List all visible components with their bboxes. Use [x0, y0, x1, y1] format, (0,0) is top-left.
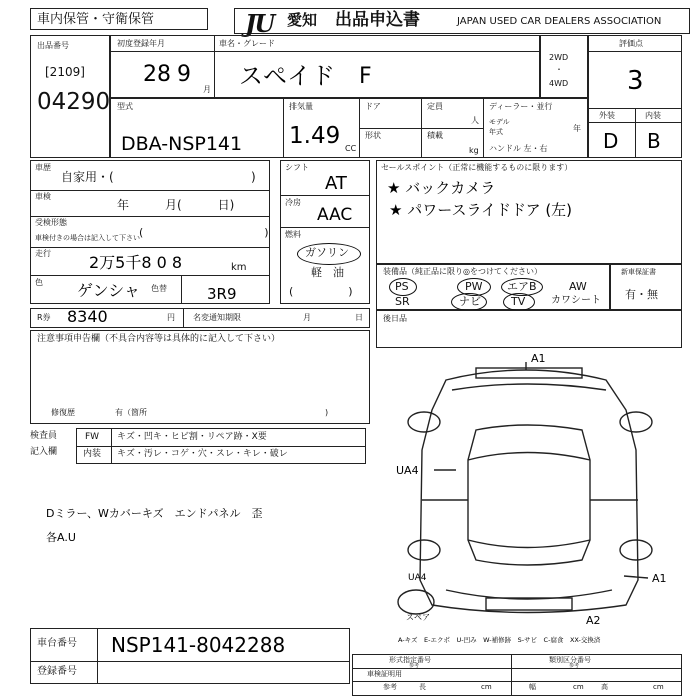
equipment-item-navi: ナビ [459, 295, 481, 308]
color-label: 色 [35, 278, 43, 287]
inspector-note-line1: Dミラー、Wカバーキズ エンドパネル 歪 [46, 507, 263, 520]
inspector-row2-code: 内装 [83, 449, 102, 459]
color-value: ゲンシャ [77, 281, 140, 300]
shift-label: シフト [285, 163, 309, 172]
lot-bracket-code: [2109] [45, 65, 85, 79]
model-year-unit: 年 [573, 124, 581, 133]
model-grade: F [359, 64, 372, 89]
damage-mark-a1-top: A1 [531, 352, 546, 365]
repair-label: 修復歴 [51, 408, 75, 417]
type-box [110, 98, 588, 158]
type-value: DBA-NSP141 [121, 133, 243, 155]
new-manual-box [610, 264, 682, 310]
ac-value: AAC [317, 205, 353, 225]
first-reg-month: 9 [177, 62, 191, 87]
wheel-front-left [408, 412, 440, 432]
score-value: 3 [627, 66, 644, 96]
receipt-label: 受検形態 [35, 218, 67, 227]
history-box [30, 160, 270, 304]
lot-label: 出品番号 [37, 41, 69, 50]
equipment-circle-tv [503, 293, 535, 311]
displacement-unit: CC [345, 144, 357, 153]
load-unit: kg [469, 146, 479, 155]
selling-point-2: ★ パワースライドドア (左) [389, 201, 573, 219]
ac-label: 冷房 [285, 198, 301, 207]
rear-window-line [468, 540, 590, 548]
car-body-outline [420, 370, 638, 613]
car-damage-diagram [376, 350, 682, 645]
handle-label: ハンドル 左・右 [489, 144, 548, 153]
notice-label: 名変通知期限 [193, 313, 241, 322]
logo-place: 愛知 [287, 11, 318, 29]
registration-box [110, 35, 540, 98]
damage-mark-ua4-left: UA4 [396, 464, 419, 477]
inspector-label-1: 検査員 [30, 431, 58, 441]
first-reg-year: 28 [143, 62, 171, 87]
inspector-row1-code: FW [85, 432, 100, 442]
equipment-circle-ps [389, 278, 417, 296]
inspector-label-2: 記入欄 [30, 447, 58, 457]
damage-legend: A-キズ E-エクボ U-凹み W-補修跡 S-サビ C-腐食 XX-交換済 [398, 636, 601, 644]
fuel-value: ガソリン [305, 246, 349, 259]
mileage-label: 走行 [35, 249, 51, 258]
length-label: 長 [419, 683, 426, 691]
equipment-item-aw: AW [569, 280, 587, 293]
form-number-label: 形式指定番号 [389, 656, 431, 664]
equipment-item-sr: SR [395, 295, 410, 308]
interior-label: 内装 [645, 111, 661, 120]
exterior-label: 外装 [599, 111, 615, 120]
inspector-note-line2: 各A.U [46, 531, 76, 544]
equipment-label: 装備品（純正品に限り◎をつけてください） [383, 267, 542, 276]
model-label: 車名・グレード [219, 39, 275, 48]
color-code-label: 色替 [151, 284, 167, 293]
recycle-value: 8340 [67, 307, 108, 326]
rear-door-panel [486, 598, 572, 610]
form-number-ref: 参考 [409, 663, 420, 669]
equipment-item-leather: カワシート [551, 295, 601, 306]
fuel-label: 燃料 [285, 230, 301, 239]
recycle-label: R券 [37, 313, 51, 322]
receipt-note: 車検付きの場合は記入して下さい [35, 234, 140, 242]
cert-ref: 参考 [383, 683, 397, 691]
inspector-grid [76, 428, 366, 464]
equipment-box [376, 264, 610, 310]
length-unit: cm [481, 683, 492, 691]
equipment-item-pw: PW [465, 280, 483, 293]
recycle-box [30, 308, 370, 328]
damage-mark-a1-right: A1 [652, 572, 667, 585]
height-label: 高 [601, 683, 608, 691]
type-label: 型式 [117, 102, 133, 111]
selling-point-1: ★ バックカメラ [387, 179, 496, 197]
fuel-alt: 軽 油 [311, 266, 344, 279]
model-year-label2: 年式 [489, 128, 503, 136]
damage-mark-ua4-rear: UA4 [408, 573, 427, 583]
equipment-circle-navi [451, 293, 487, 311]
fuel-paren: ( ) [289, 285, 353, 298]
displacement-label: 排気量 [289, 102, 313, 111]
height-unit: cm [653, 683, 664, 691]
spare-label: スペア [406, 613, 430, 622]
notice-day: 日 [355, 313, 363, 322]
mark-leader-a1-right [624, 576, 648, 578]
equipment-item-tv: TV [511, 295, 526, 308]
wheel-front-right [620, 412, 652, 432]
new-manual-label: 新車保証書 [621, 268, 656, 276]
lot-number: 04290 [37, 89, 111, 115]
wheel-rear-left [408, 540, 440, 560]
capacity-label: 定員 [427, 102, 443, 111]
mileage-value: 2万5千8 0 8 [89, 253, 183, 272]
new-manual-value: 有・無 [625, 288, 658, 301]
inspection-label: 車検 [35, 192, 51, 201]
exterior-score: D [603, 129, 619, 153]
cert-label: 車検証明用 [367, 670, 402, 678]
drive-box [540, 35, 588, 98]
wheel-rear-right [620, 540, 652, 560]
windshield-line [468, 453, 590, 461]
damage-mark-a2: A2 [586, 614, 601, 627]
model-name: スペイド [239, 62, 335, 90]
form-title: 出品申込書 [335, 10, 420, 30]
drive-dot: ・ [555, 65, 563, 74]
class-number-ref: 参考 [569, 663, 580, 669]
first-reg-month-unit: 月 [203, 85, 211, 94]
interior-score: B [647, 129, 661, 153]
door-label: ドア [365, 102, 381, 111]
mileage-unit: km [231, 262, 247, 273]
lot-box [30, 35, 110, 158]
inspector-row1: キズ・凹キ・ヒビ割・リペア跡・X要 [117, 432, 267, 442]
drive-2wd: 2WD [549, 53, 569, 62]
chassis-box [30, 628, 350, 684]
receipt-paren: ( ) [139, 226, 269, 239]
storage-tab [30, 8, 208, 30]
ju-logo-mark: JU [245, 9, 274, 38]
shift-box [280, 160, 370, 304]
capacity-unit: 人 [471, 116, 479, 125]
shift-value: AT [325, 173, 347, 194]
class-number-label: 類別区分番号 [549, 656, 591, 664]
width-unit: cm [573, 683, 584, 691]
selling-points-label: セールスポイント（正常に機能するものに限ります） [381, 163, 573, 172]
rear-items-label: 後日品 [383, 314, 407, 323]
inspector-row2: キズ・汚レ・コゲ・穴・スレ・キレ・破レ [117, 449, 288, 459]
reg-number-label: 登録番号 [37, 666, 77, 677]
equipment-item-airbag: エアB [507, 280, 537, 293]
notes-label: 注意事項申告欄（不具合内容等は具体的に記入して下さい） [37, 334, 281, 344]
repair-close: ) [325, 408, 329, 417]
spare-tire [398, 590, 434, 614]
chassis-value: NSP141-8042288 [111, 633, 286, 657]
model-year-label: モデル [489, 118, 510, 126]
chassis-label: 車台番号 [37, 638, 77, 649]
history-value: 自家用・( [61, 170, 114, 184]
spec-box [352, 654, 682, 696]
notice-month: 月 [303, 313, 311, 322]
recycle-yen: 円 [167, 313, 175, 322]
notes-box [30, 330, 370, 424]
inspection-text: 年 月( 日) [117, 198, 235, 212]
header-title-box [234, 8, 690, 38]
score-label: 評価点 [619, 39, 643, 48]
hood-line [452, 384, 606, 390]
displacement-value: 1.49 [289, 123, 341, 149]
first-reg-label: 初度登録年月 [117, 39, 165, 48]
selling-points-box [376, 160, 682, 264]
rear-items-box [376, 310, 682, 348]
history-close: ) [251, 170, 256, 184]
drive-4wd: 4WD [549, 79, 569, 88]
english-title: JAPAN USED CAR DEALERS ASSOCIATION [457, 16, 662, 27]
repair-value: 有（箇所 [115, 408, 147, 417]
score-box [588, 35, 682, 158]
equipment-item-ps: PS [395, 280, 409, 293]
load-label: 積載 [427, 131, 443, 140]
shape-label: 形状 [365, 131, 381, 140]
history-label: 車歴 [35, 163, 51, 172]
storage-tab-label: 車内保管・守衛保管 [37, 12, 155, 27]
color-code-value: 3R9 [207, 285, 237, 303]
width-label: 幅 [529, 683, 536, 691]
dealer-label: ディーラー・並行 [489, 102, 553, 111]
